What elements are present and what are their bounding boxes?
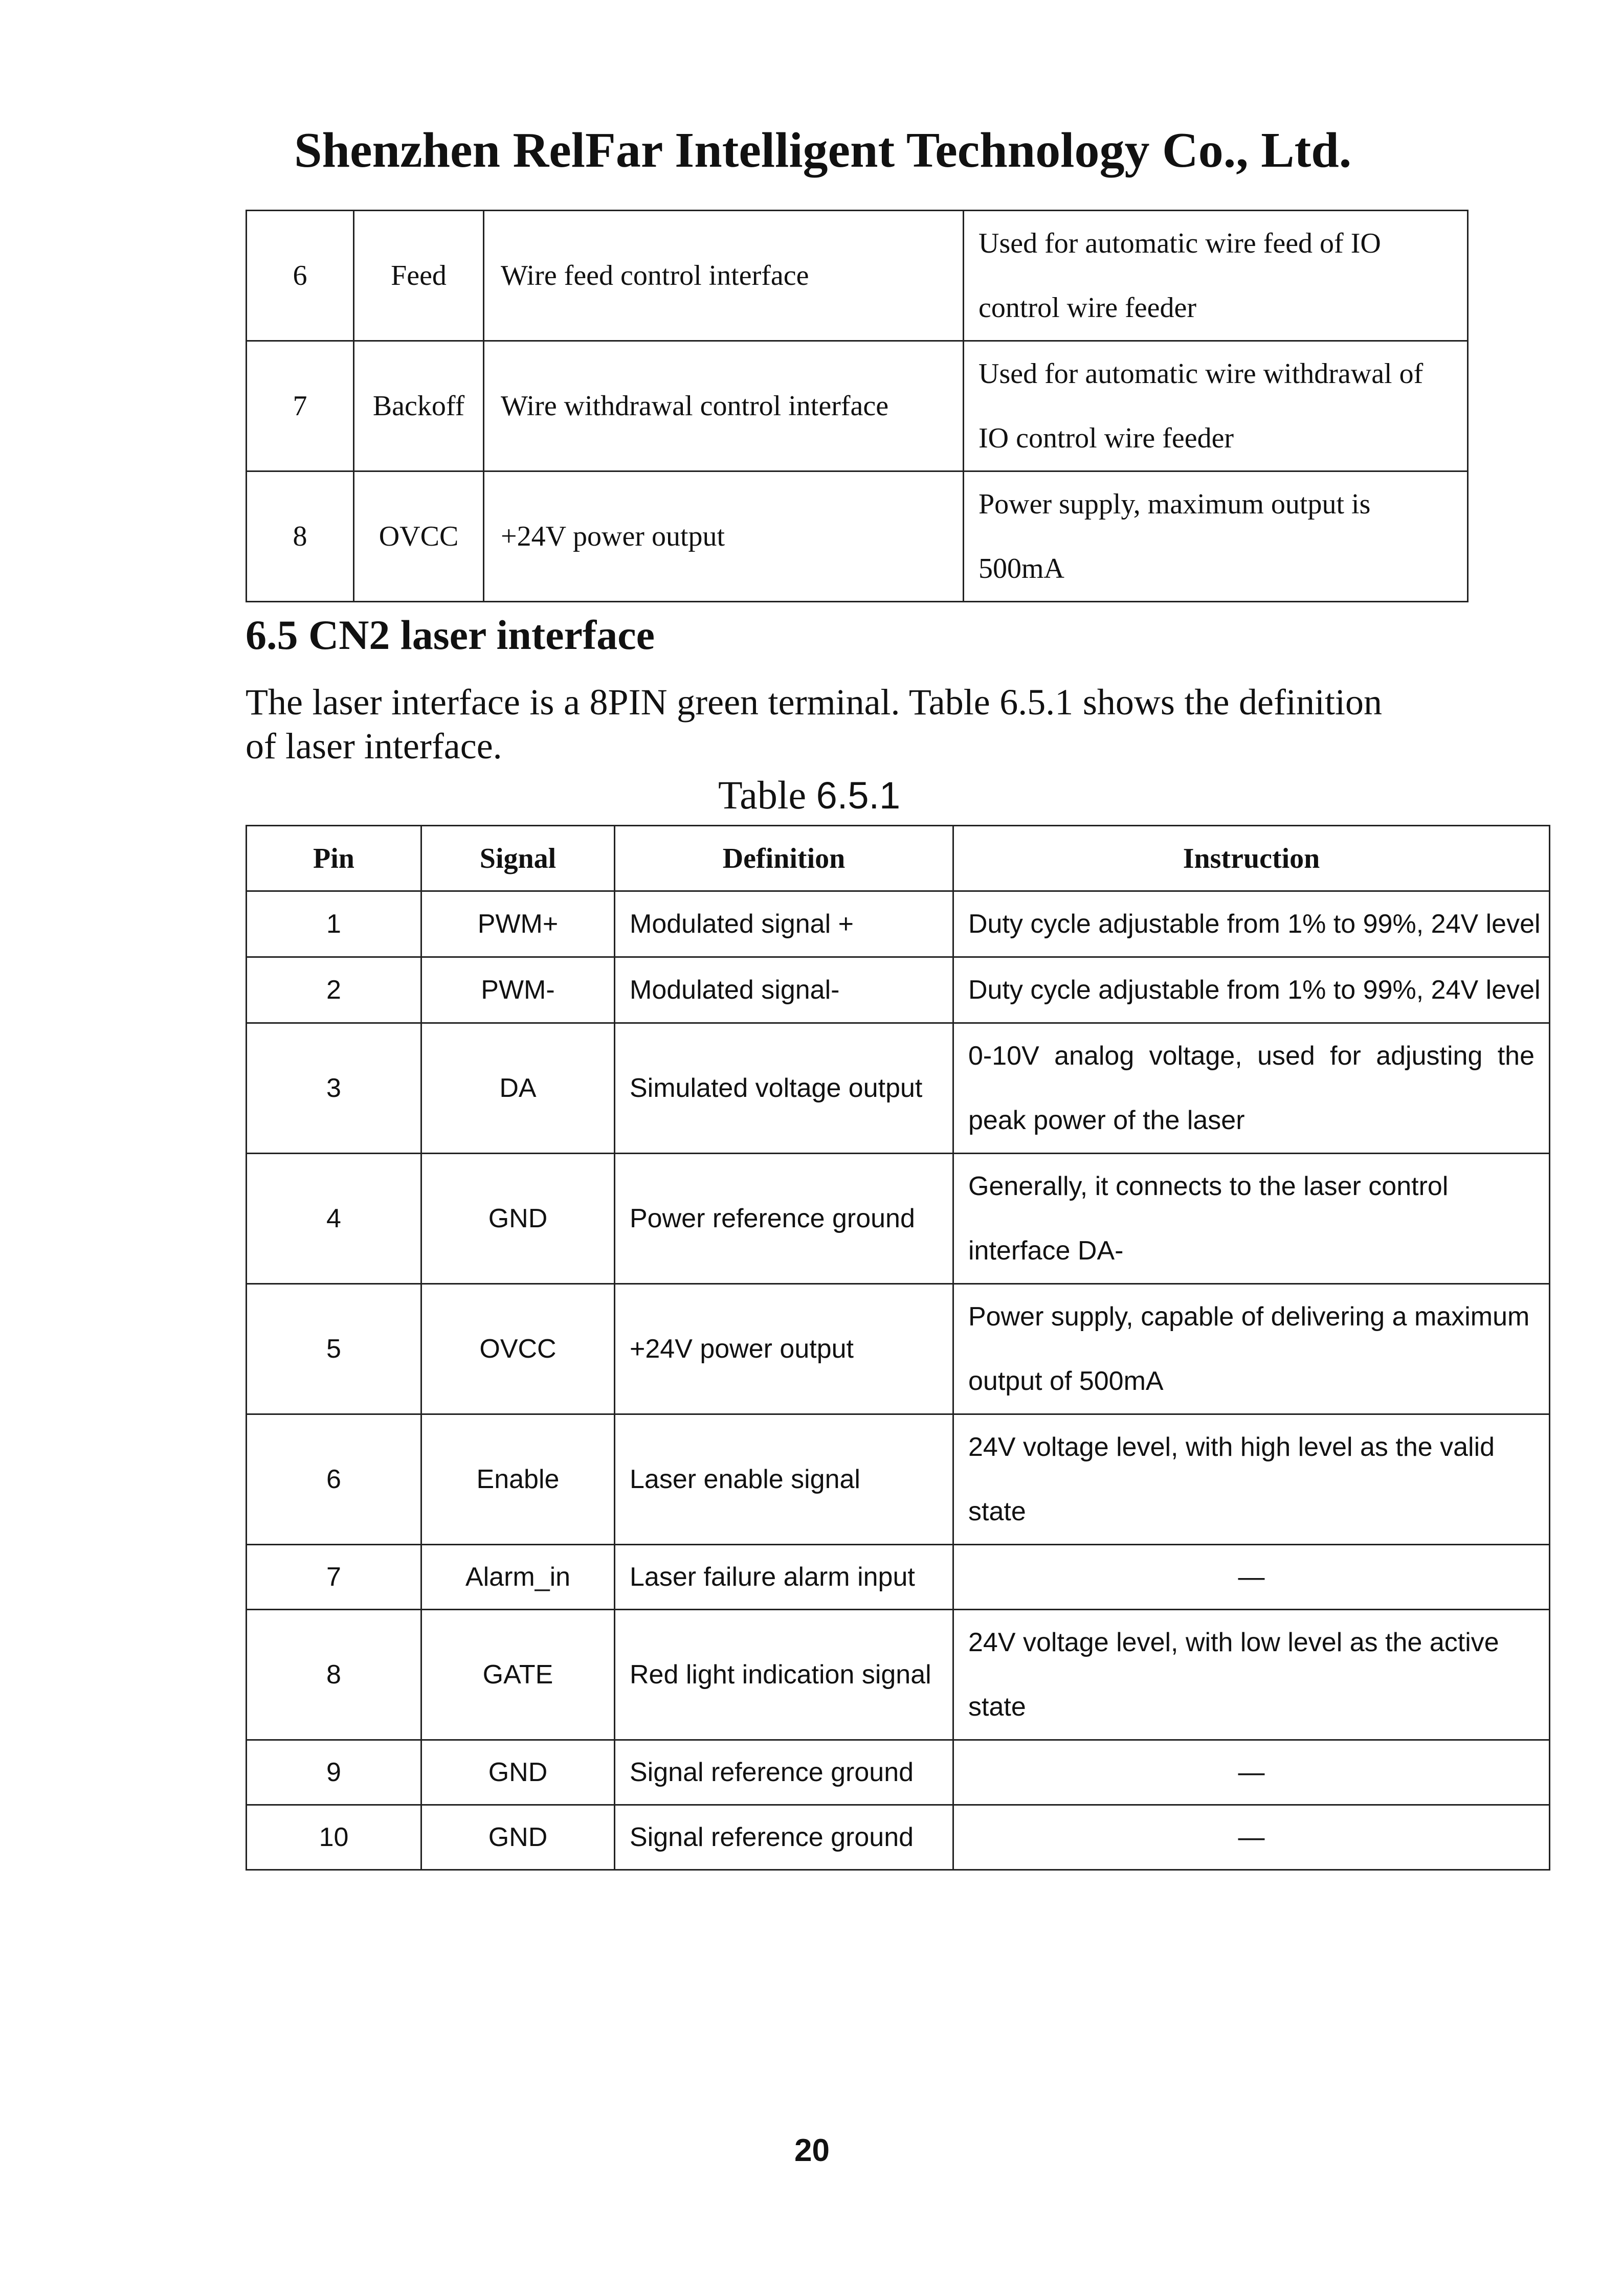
instruction-cell: 24V voltage level, with low level as the active state (953, 1610, 1550, 1740)
table-row (247, 1740, 1550, 1805)
pin-cell: 2 (247, 957, 421, 1023)
table-row (247, 891, 1550, 957)
section-heading: 6.5 CN2 laser interface (246, 612, 655, 658)
caption-prefix: Table (718, 773, 807, 817)
header-definition: Definition (615, 826, 953, 891)
signal-cell: GND (421, 1805, 615, 1870)
definition-cell: Simulated voltage output (615, 1023, 953, 1154)
signal-cell: OVCC (421, 1284, 615, 1414)
header-pin: Pin (247, 826, 421, 891)
table-row (247, 1805, 1550, 1870)
header-signal: Signal (421, 826, 615, 891)
table-row (247, 957, 1550, 1023)
instruction-cell: Duty cycle adjustable from 1% to 99%, 24V level (953, 891, 1550, 957)
pin-cell: 8 (247, 1610, 421, 1740)
instruction-cell: Generally, it connects to the laser control interface DA- (953, 1154, 1550, 1284)
signal-cell: PWM- (421, 957, 615, 1023)
instruction-cell: Power supply, capable of delivering a maximum output of 500mA (953, 1284, 1550, 1414)
signal-cell: Feed (354, 211, 484, 341)
instruction-cell: — (953, 1805, 1550, 1870)
definition-cell: Laser enable signal (615, 1414, 953, 1545)
table-row (247, 341, 1468, 471)
definition-cell: +24V power output (484, 471, 964, 602)
instruction-cell: Used for automatic wire withdrawal of IO control wire feeder (964, 341, 1468, 471)
definition-cell: Signal reference ground (615, 1805, 953, 1870)
definition-cell: +24V power output (615, 1284, 953, 1414)
table-caption (718, 772, 900, 818)
company-header: Shenzhen RelFar Intelligent Technology Co., Ltd. (294, 123, 1352, 178)
definition-cell: Modulated signal- (615, 957, 953, 1023)
table-row (247, 1610, 1550, 1740)
signal-cell: Alarm_in (421, 1545, 615, 1610)
pin-cell: 10 (247, 1805, 421, 1870)
definition-cell: Wire withdrawal control interface (484, 341, 964, 471)
wire-feeder-pin-table (246, 210, 1469, 602)
signal-cell: DA (421, 1023, 615, 1154)
pin-cell: 6 (247, 211, 354, 341)
pin-cell: 6 (247, 1414, 421, 1545)
instruction-cell: Used for automatic wire feed of IO control wire feeder (964, 211, 1468, 341)
definition-cell: Red light indication signal (615, 1610, 953, 1740)
signal-cell: Enable (421, 1414, 615, 1545)
instruction-cell: Duty cycle adjustable from 1% to 99%, 24V level (953, 957, 1550, 1023)
instruction-cell: 24V voltage level, with high level as the valid state (953, 1414, 1550, 1545)
pin-cell: 5 (247, 1284, 421, 1414)
pin-cell: 9 (247, 1740, 421, 1805)
pin-cell: 1 (247, 891, 421, 957)
pin-cell: 7 (247, 341, 354, 471)
table-row (247, 1545, 1550, 1610)
table-row (247, 1414, 1550, 1545)
signal-cell: GND (421, 1740, 615, 1805)
table-header-row (247, 826, 1550, 891)
definition-cell: Laser failure alarm input (615, 1545, 953, 1610)
section-intro: The laser interface is a 8PIN green terminal. Table 6.5.1 shows the definition of laser interface. (246, 682, 1382, 767)
pin-cell: 4 (247, 1154, 421, 1284)
laser-interface-table (246, 825, 1550, 1871)
pin-cell: 7 (247, 1545, 421, 1610)
table-row (247, 1154, 1550, 1284)
signal-cell: OVCC (354, 471, 484, 602)
definition-cell: Modulated signal + (615, 891, 953, 957)
instruction-cell: Power supply, maximum output is 500mA (964, 471, 1468, 602)
table-row (247, 1023, 1550, 1154)
pin-cell: 3 (247, 1023, 421, 1154)
pin-cell: 8 (247, 471, 354, 602)
page-number: 20 (794, 2133, 830, 2168)
definition-cell: Wire feed control interface (484, 211, 964, 341)
table-row (247, 1284, 1550, 1414)
instruction-cell: — (953, 1740, 1550, 1805)
instruction-cell: — (953, 1545, 1550, 1610)
signal-cell: Backoff (354, 341, 484, 471)
definition-cell: Signal reference ground (615, 1740, 953, 1805)
definition-cell: Power reference ground (615, 1154, 953, 1284)
signal-cell: GATE (421, 1610, 615, 1740)
signal-cell: PWM+ (421, 891, 615, 957)
table-row (247, 471, 1468, 602)
signal-cell: GND (421, 1154, 615, 1284)
header-instruction: Instruction (953, 826, 1550, 891)
caption-number: 6.5.1 (816, 774, 901, 817)
instruction-cell: 0-10V analog voltage, used for adjusting the peak power of the laser (953, 1023, 1550, 1154)
table-row (247, 211, 1468, 341)
